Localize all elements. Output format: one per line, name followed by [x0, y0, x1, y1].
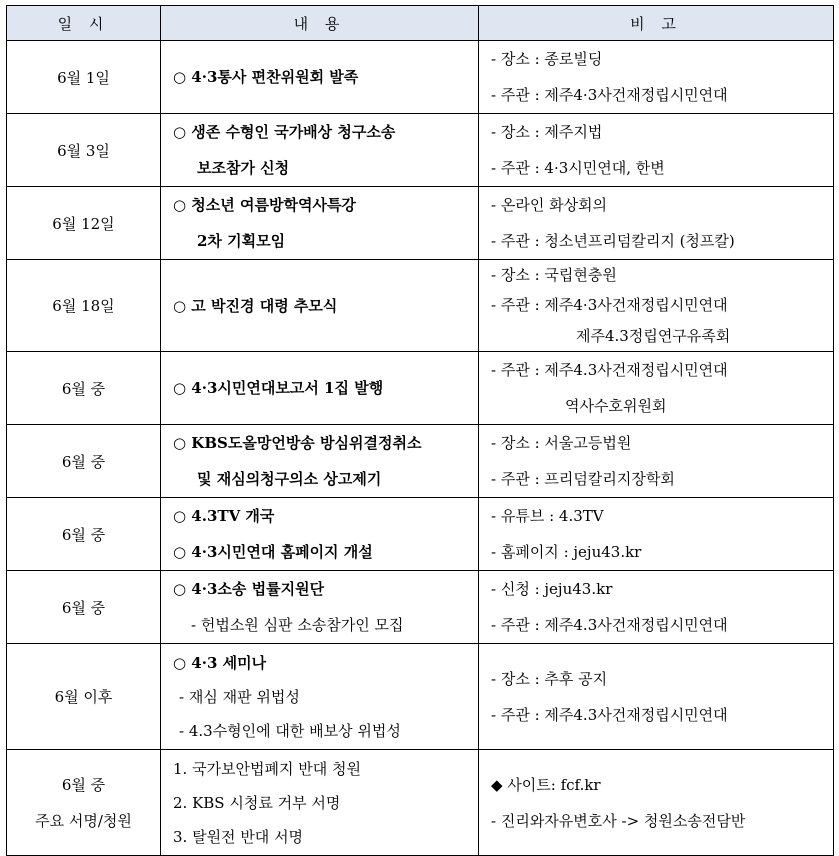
date-line: 6월 중 — [61, 775, 106, 794]
table-row — [7, 425, 834, 498]
content-cell — [161, 114, 479, 187]
content-line: 3. 탈원전 반대 서명 — [173, 827, 304, 846]
content-cell — [161, 571, 479, 644]
date-cell: 6월 중 — [7, 352, 161, 425]
table-row — [7, 571, 834, 644]
content-line: 보조참가 신청 — [197, 159, 290, 177]
content-line: ○ 고 박진경 대령 추모식 — [173, 296, 338, 315]
note-line: - 주관 : 청소년프리덤칼리지 (청프칼) — [491, 232, 735, 250]
content-line: 2차 기획모임 — [197, 232, 286, 250]
note-line: - 유튜브 : 4.3TV — [491, 507, 604, 525]
date-cell: 6월 12일 — [7, 187, 161, 260]
note-line: - 주관 : 제주4.3사건재정립시민연대 — [491, 361, 728, 379]
table-row — [7, 41, 834, 114]
note-cell — [479, 425, 834, 498]
note-line: - 주관 : 4·3시민연대, 한변 — [491, 159, 665, 177]
note-cell — [479, 41, 834, 114]
content-line: ○ 4·3시민연대 홈페이지 개설 — [173, 543, 373, 561]
content-cell — [161, 425, 479, 498]
note-line: 역사수호위원회 — [565, 397, 667, 415]
note-line: - 장소 : 제주지법 — [491, 123, 603, 141]
note-line: - 주관 : 제주4·3사건재정립시민연대 — [491, 86, 728, 104]
date-cell: 6월 3일 — [7, 114, 161, 187]
date-line: 주요 서명/청원 — [35, 811, 132, 830]
note-cell — [479, 352, 834, 425]
date-cell: 6월 1일 — [7, 41, 161, 114]
content-cell — [161, 750, 479, 856]
note-line: ◆ 사이트: fcf.kr — [491, 775, 601, 794]
note-line: - 주관 : 제주4.3사건재정립시민연대 — [491, 616, 728, 634]
table-row — [7, 114, 834, 187]
schedule-table — [6, 5, 834, 856]
table-row — [7, 644, 834, 750]
content-line: ○ 4·3 세미나 — [173, 653, 267, 672]
table-row — [7, 352, 834, 425]
content-line: ○ 생존 수형인 국가배상 청구소송 — [173, 123, 396, 141]
note-line: - 진리와자유변호사 -> 청원소송전담반 — [491, 811, 746, 830]
date-cell — [7, 750, 161, 856]
date-cell: 6월 이후 — [7, 644, 161, 750]
note-line: - 신청 : jeju43.kr — [491, 580, 613, 598]
content-line: 1. 국가보안법폐지 반대 청원 — [173, 759, 362, 778]
note-line: - 장소 : 종로빌딩 — [491, 50, 603, 68]
content-line: ○ 4.3TV 개국 — [173, 507, 275, 525]
content-line: ○ KBS도올망언방송 방심위결정취소 — [173, 434, 422, 452]
table-row — [7, 750, 834, 856]
content-line: - 4.3수형인에 대한 배보상 위법성 — [179, 721, 401, 740]
note-line: - 주관 : 제주4.3사건재정립시민연대 — [491, 705, 728, 724]
note-cell — [479, 260, 834, 352]
table-header-row — [7, 6, 834, 41]
content-line: ○ 4·3시민연대보고서 1집 발행 — [173, 379, 384, 397]
content-cell — [161, 498, 479, 571]
content-line: 2. KBS 시청료 거부 서명 — [173, 793, 341, 812]
content-line: ○ 4·3소송 법률지원단 — [173, 580, 325, 598]
header-note: 비 고 — [479, 6, 834, 41]
content-cell — [161, 187, 479, 260]
content-line: ○ 4·3통사 편찬위원회 발족 — [173, 68, 359, 86]
note-line: - 주관 : 제주4·3사건재정립시민연대 — [491, 295, 728, 314]
table-row — [7, 260, 834, 352]
note-cell — [479, 187, 834, 260]
table-row — [7, 187, 834, 260]
note-cell — [479, 571, 834, 644]
content-cell — [161, 352, 479, 425]
note-line: - 주관 : 프리덤칼리지장학회 — [491, 470, 675, 488]
content-line: 및 재심의청구의소 상고제기 — [197, 470, 382, 488]
note-line: - 장소 : 서울고등법원 — [491, 434, 632, 452]
content-line: - 헌법소원 심판 소송참가인 모집 — [191, 616, 404, 634]
table-row — [7, 498, 834, 571]
note-cell — [479, 498, 834, 571]
note-line: - 장소 : 추후 공지 — [491, 669, 608, 688]
content-line: ○ 청소년 여름방학역사특강 — [173, 196, 356, 214]
content-cell — [161, 41, 479, 114]
note-line: - 홈페이지 : jeju43.kr — [491, 543, 642, 561]
header-date: 일 시 — [7, 6, 161, 41]
date-cell: 6월 중 — [7, 571, 161, 644]
note-line: - 장소 : 국립현충원 — [491, 265, 617, 284]
content-cell — [161, 260, 479, 352]
content-line: - 재심 재판 위법성 — [179, 687, 300, 706]
note-cell — [479, 750, 834, 856]
note-cell — [479, 114, 834, 187]
date-cell: 6월 중 — [7, 425, 161, 498]
note-line: - 온라인 화상회의 — [491, 196, 608, 214]
date-cell: 6월 18일 — [7, 260, 161, 352]
header-content: 내 용 — [161, 6, 479, 41]
date-cell: 6월 중 — [7, 498, 161, 571]
note-line: 제주4.3정립연구유족회 — [576, 326, 731, 345]
content-cell — [161, 644, 479, 750]
note-cell — [479, 644, 834, 750]
